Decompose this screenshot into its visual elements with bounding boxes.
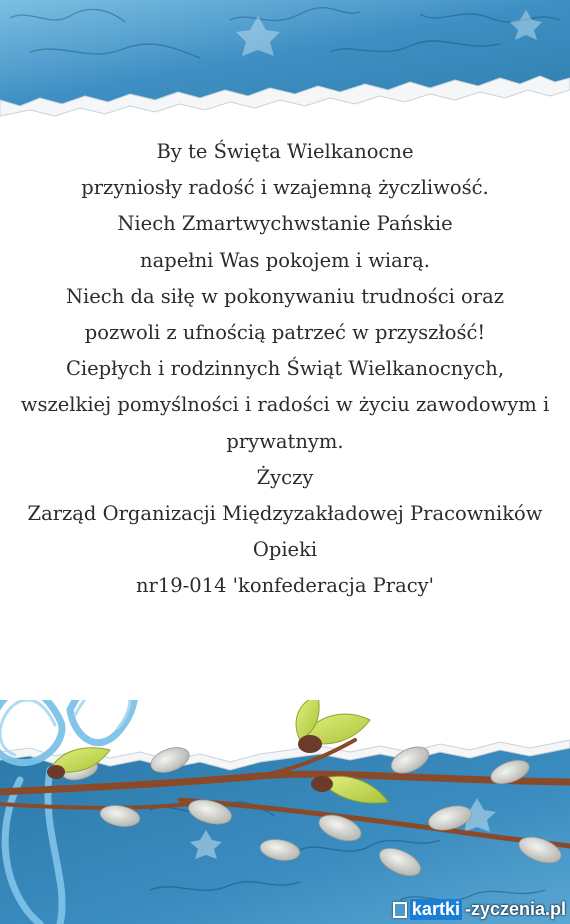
greeting-line: nr19-014 'konfederacja Pracy' bbox=[135, 574, 435, 598]
greeting-line: napełni Was pokojem i wiarą. bbox=[140, 248, 430, 272]
edit-card-icon bbox=[393, 902, 407, 918]
greeting-line: Ciepłych i rodzinnych Świąt Wielkanocnych, bbox=[65, 357, 505, 381]
greeting-line: Życzy bbox=[256, 465, 314, 489]
easter-branch-illustration bbox=[0, 700, 570, 924]
greeting-line: Niech da siłę w pokonywaniu trudności oraz bbox=[65, 284, 505, 308]
greeting-line: Zarząd Organizacji Międzyzakładowej Pracowników bbox=[27, 502, 543, 526]
greeting-line: przyniosły radość i wzajemną życzliwość. bbox=[81, 176, 489, 200]
easter-greeting-message bbox=[20, 134, 550, 605]
site-watermark[interactable] bbox=[393, 899, 566, 920]
top-torn-paper-decoration bbox=[0, 0, 570, 120]
watermark-domain: -zyczenia.pl bbox=[464, 899, 566, 919]
greeting-line: prywatnym. bbox=[226, 429, 344, 453]
greeting-line: Niech Zmartwychwstanie Pańskie bbox=[117, 212, 453, 236]
greeting-line: By te Święta Wielkanocne bbox=[156, 140, 414, 163]
greeting-line: Opieki bbox=[252, 538, 318, 562]
watermark-brand: kartki bbox=[411, 899, 460, 919]
greeting-line: pozwoli z ufnością patrzeć w przyszłość! bbox=[84, 321, 486, 345]
greeting-line: wszelkiej pomyślności i radości w życiu zawodowym i bbox=[20, 393, 550, 417]
